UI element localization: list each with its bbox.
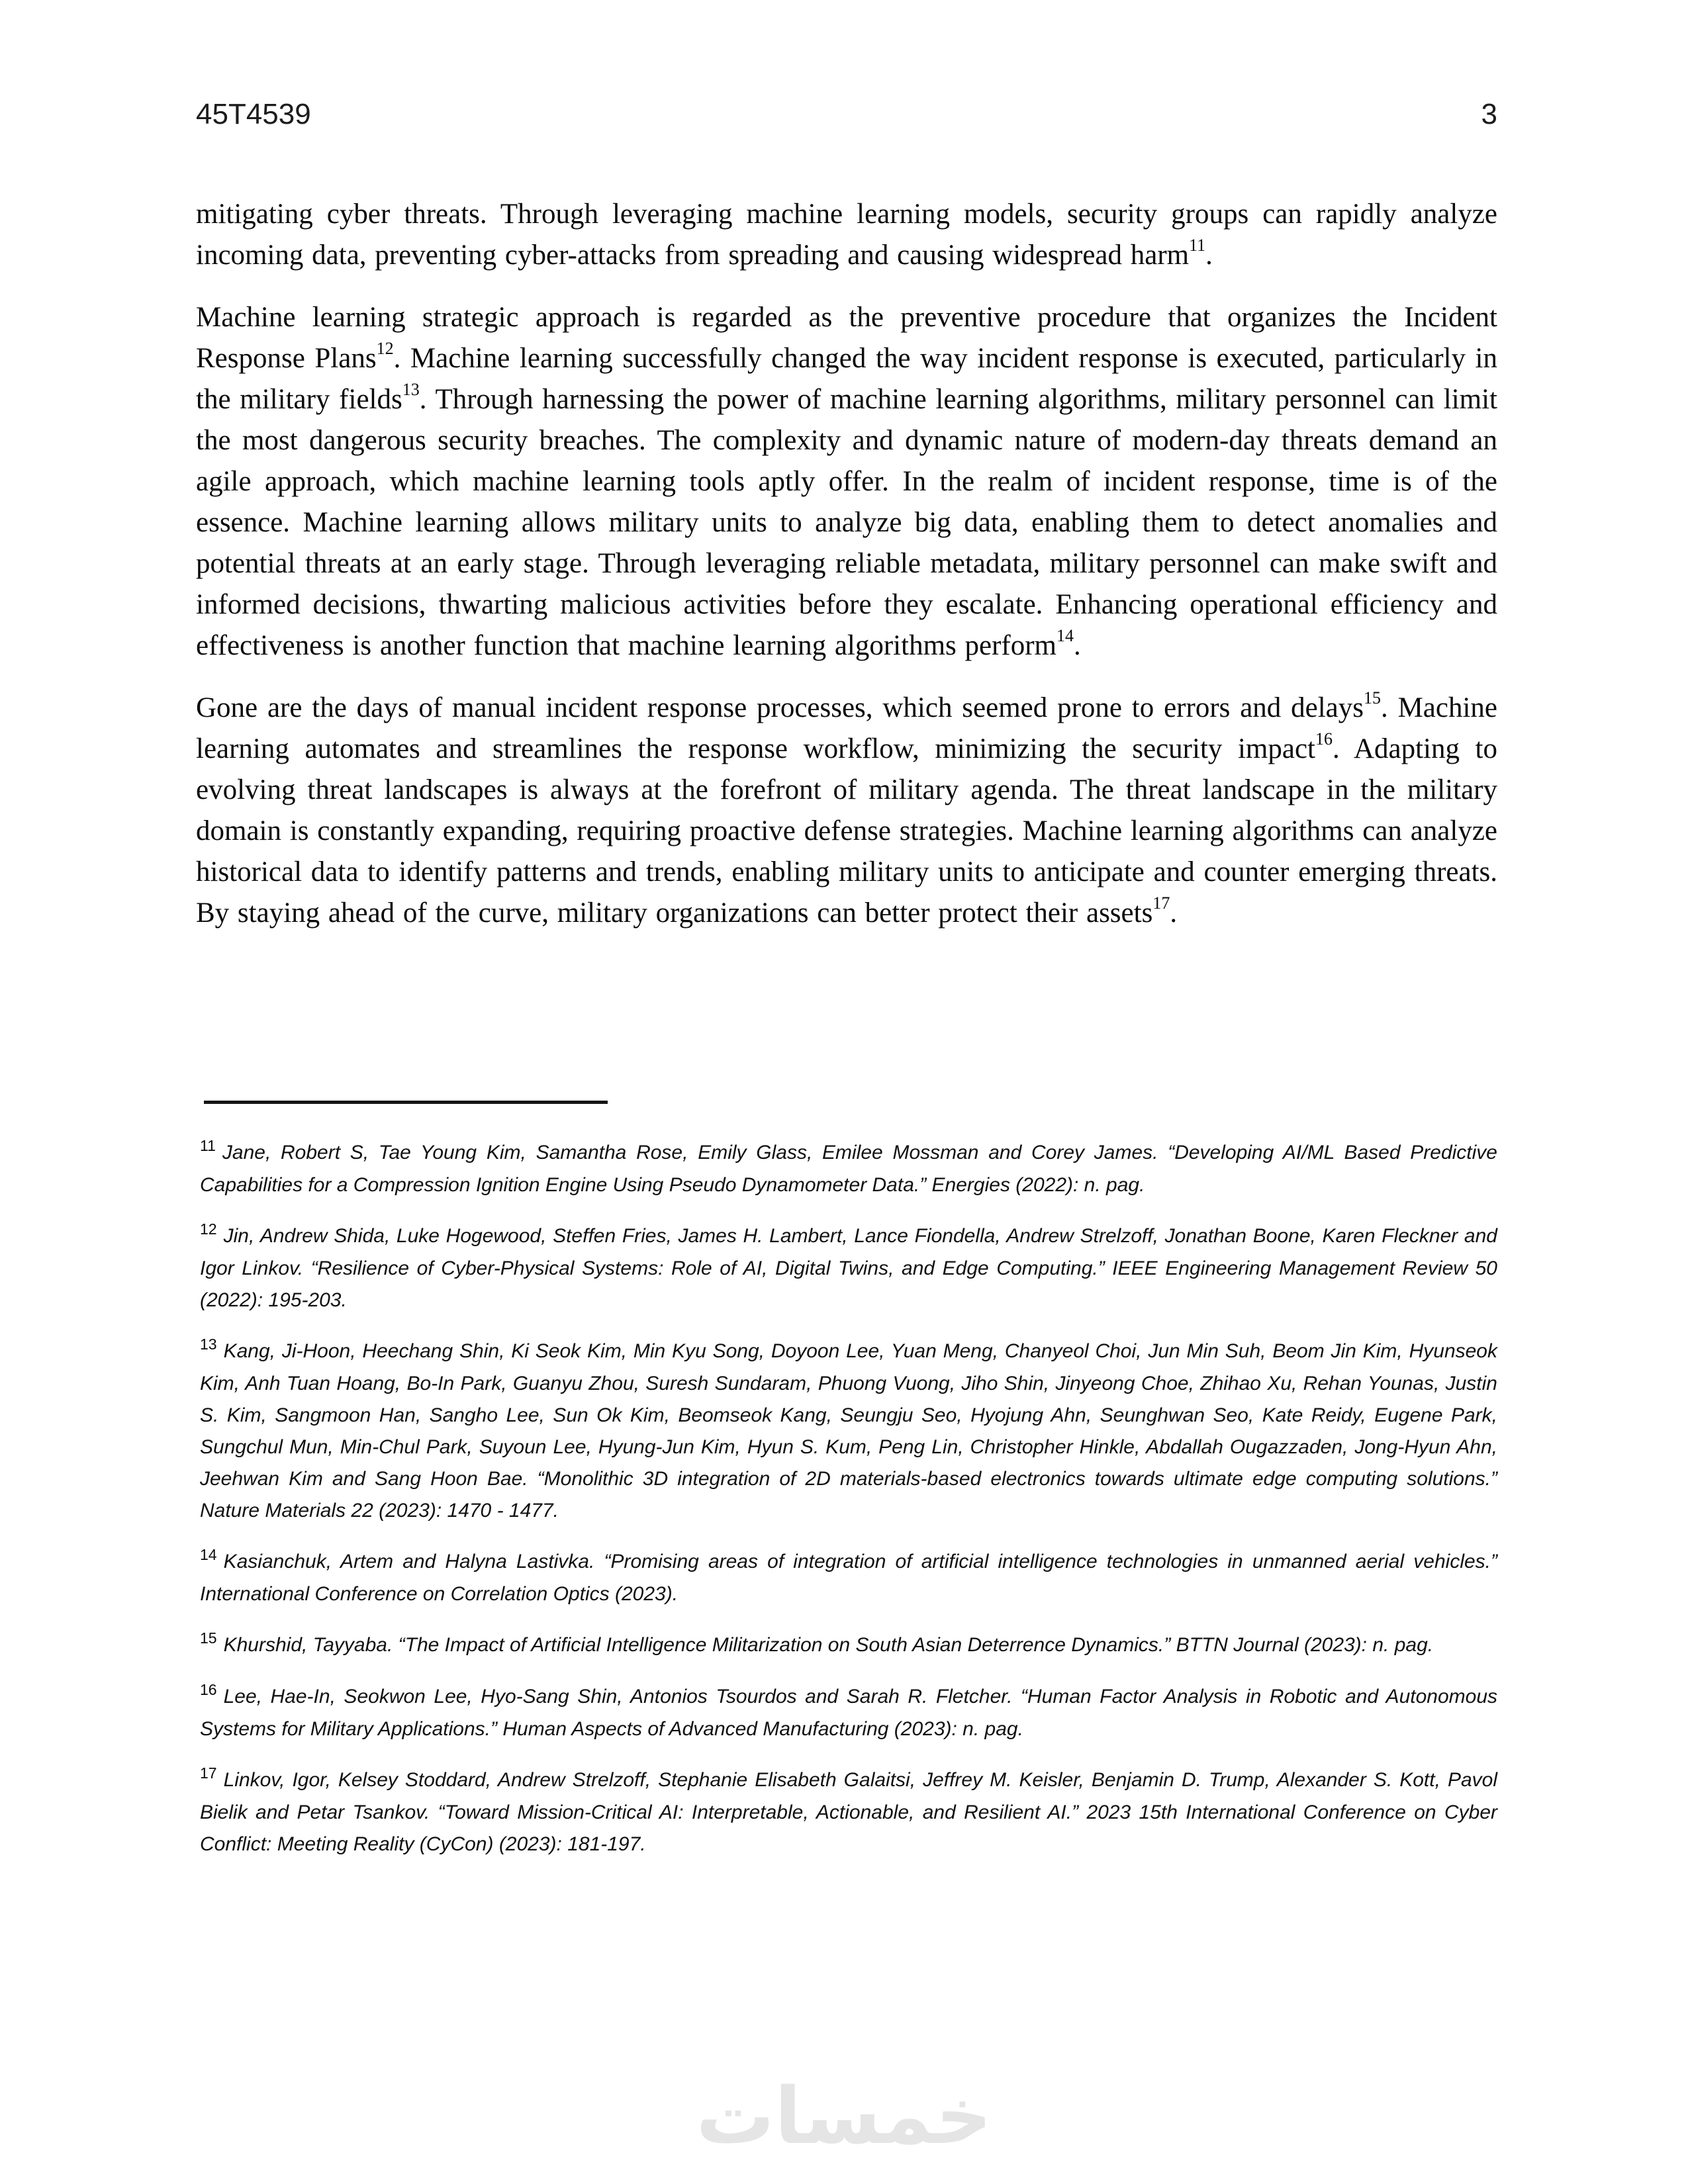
footnote-reference: 16 bbox=[1315, 729, 1333, 749]
footnote-text: Linkov, Igor, Kelsey Stoddard, Andrew Strelzoff, Stephanie Elisabeth Galaitsi, Jeffrey M. Keisler, Benjamin D. Trump, Alexander S. Kott, Pavol Bielik and Petar Tsankov. “Toward Mission-Critical AI: Interpretable, Actionable, and Resilient AI.” 2023 15th International Conference on Cyber Conflict: Meeting Reality (CyCon) (2023): 181-197. bbox=[200, 1768, 1497, 1855]
footnote-text: Khurshid, Tayyaba. “The Impact of Artificial Intelligence Militarization on South Asian Deterrence Dynamics.” BTTN Journal (2023): n. pag. bbox=[223, 1633, 1434, 1656]
footnote-number: 16 bbox=[200, 1680, 217, 1698]
footnote-item bbox=[196, 1220, 1497, 1316]
footnote-number: 13 bbox=[200, 1335, 217, 1353]
footnote-separator bbox=[204, 1101, 608, 1104]
footnote-item bbox=[196, 1629, 1497, 1662]
document-code: 45T4539 bbox=[196, 98, 311, 130]
footnote-reference: 14 bbox=[1056, 626, 1074, 646]
footnote-reference: 17 bbox=[1152, 893, 1170, 913]
watermark-logo: خمسات bbox=[696, 2070, 992, 2161]
footnote-reference: 11 bbox=[1189, 236, 1206, 255]
footnote-text: Lee, Hae-In, Seokwon Lee, Hyo-Sang Shin, Antonios Tsourdos and Sarah R. Fletcher. “Human Factor Analysis in Robotic and Autonomous Systems for Military Applications.” Human Aspects of Advanced Manufacturing (2023): n. pag. bbox=[200, 1685, 1497, 1740]
footnote-reference: 12 bbox=[376, 339, 394, 359]
footnote-reference: 15 bbox=[1363, 688, 1381, 708]
page-number: 3 bbox=[1481, 98, 1497, 130]
body-paragraph: Gone are the days of manual incident response processes, which seemed prone to errors and delays$^{15}$. Machine learning automates and streamlines the response workflow, minimizing the security impact$^{16}$. Adapting to evolving threat landscapes is always at the forefront of military agenda. The threat landscape in the military domain is constantly expanding, requiring proactive defense strategies. Machine learning algorithms can analyze historical data to identify patterns and trends, enabling military units to anticipate and counter emerging threats. By staying ahead of the curve, military organizations can better protect their assets$^{17}$. bbox=[196, 688, 1498, 929]
footnote-item bbox=[196, 1764, 1497, 1860]
footnote-reference: 13 bbox=[402, 380, 420, 400]
footnote-item bbox=[196, 1681, 1497, 1745]
footnote-text: Kang, Ji-Hoon, Heechang Shin, Ki Seok Kim, Min Kyu Song, Doyoon Lee, Yuan Meng, Chanyeol Choi, Jun Min Suh, Beom Jin Kim, Hyunseok Kim, Anh Tuan Hoang, Bo-In Park, Guanyu Zhou, Suresh Sundaram, Phuong Vuong, Jiho Shin, Jinyeong Choe, Zhihao Xu, Rehan Younas, Justin S. Kim, Sangmoon Han, Sangho Lee, Sun Ok Kim, Beomseok Kang, Seungju Seo, Hyojung Ahn, Seunghwan Seo, Kate Reidy, Eugene Park, Sungchul Mun, Min-Chul Park, Suyoun Lee, Hyung-Jun Kim, Hyun S. Kum, Peng Lin, Christopher Hinkle, Abdallah Ougazzaden, Jong-Hyun Ahn, Jeehwan Kim and Sang Hoon Bae. “Monolithic 3D integration of 2D materials-based electronics towards ultimate edge computing solutions.” Nature Materials 22 (2023): 1470 - 1477. bbox=[200, 1340, 1497, 1522]
body-text bbox=[196, 194, 1497, 934]
page-header bbox=[196, 98, 1497, 132]
footnote-item bbox=[196, 1336, 1497, 1527]
footnote-text: Jin, Andrew Shida, Luke Hogewood, Steffen Fries, James H. Lambert, Lance Fiondella, Andrew Strelzoff, Jonathan Boone, Karen Fleckner and Igor Linkov. “Resilience of Cyber-Physical Systems: Role of AI, Digital Twins, and Edge Computing.” IEEE Engineering Management Review 50 (2022): 195-203. bbox=[200, 1224, 1497, 1311]
footnote-number: 14 bbox=[200, 1545, 217, 1563]
footnote-item bbox=[196, 1137, 1497, 1201]
body-paragraph: Machine learning strategic approach is regarded as the preventive procedure that organizes the Incident Response Plans$^{12}$. Machine learning successfully changed the way incident response is executed, particularly in the military fields$^{13}$. Through harnessing the power of machine learning algorithms, military personnel can limit the most dangerous security breaches. The complexity and dynamic nature of modern-day threats demand an agile approach, which machine learning tools aptly offer. In the realm of incident response, time is of the essence. Machine learning allows military units to analyze big data, enabling them to detect anomalies and potential threats at an early stage. Through leveraging reliable metadata, military personnel can make swift and informed decisions, thwarting malicious activities before they escalate. Enhancing operational efficiency and effectiveness is another function that machine learning algorithms perform$^{14}$. bbox=[196, 301, 1497, 661]
footnote-text: Jane, Robert S, Tae Young Kim, Samantha Rose, Emily Glass, Emilee Mossman and Corey James. “Developing AI/ML Based Predictive Capabilities for a Compression Ignition Engine Using Pseudo Dynamometer Data.” Energies (2022): n. pag. bbox=[200, 1141, 1497, 1196]
footnote-number: 15 bbox=[200, 1629, 217, 1647]
footnote-number: 11 bbox=[200, 1136, 216, 1154]
body-paragraph: mitigating cyber threats. Through leveraging machine learning models, security groups can rapidly analyze incoming data, preventing cyber-attacks from spreading and causing widespread harm$^{11}$. bbox=[196, 198, 1497, 271]
footnote-item bbox=[196, 1546, 1497, 1610]
footnotes-section bbox=[196, 1137, 1497, 1860]
footnote-number: 12 bbox=[200, 1220, 217, 1238]
footnote-text: Kasianchuk, Artem and Halyna Lastivka. “Promising areas of integration of artificial intelligence technologies in unmanned aerial vehicles.” International Conference on Correlation Optics (2023). bbox=[200, 1550, 1497, 1605]
footnote-number: 17 bbox=[200, 1764, 217, 1782]
